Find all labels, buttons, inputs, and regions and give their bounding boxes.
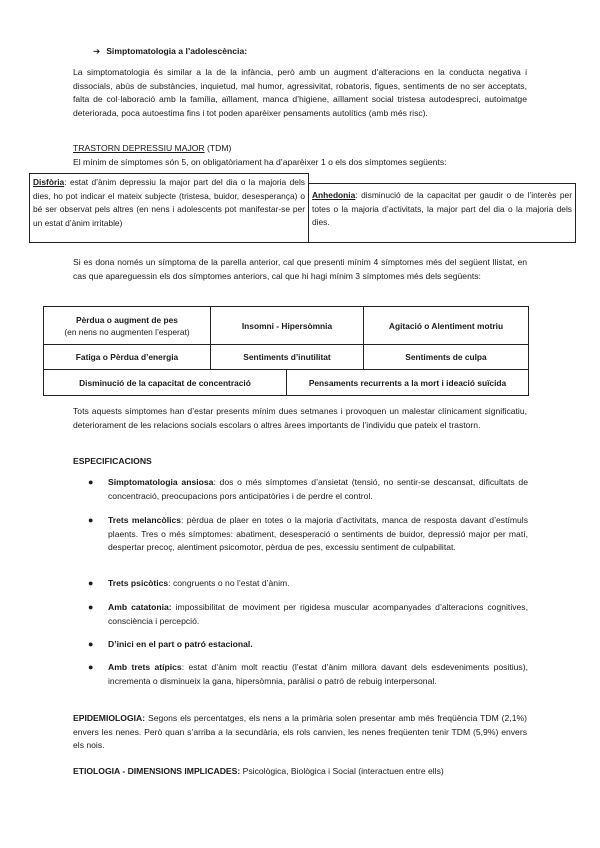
specifier-item-onset: ● D’inici en el part o patró estacional. — [88, 638, 528, 652]
specifier-item-catatonia: ● Amb catatonia: impossibilitat de moviment per rigidesa muscular acompanyades d’alteracions cognitives, consciència i percepció. — [88, 602, 528, 626]
tdm-minimum: El mínim de símptomes són 5, on obligatòriament ha d’aparèixer 1 o els dos símptomes següents: — [73, 157, 447, 167]
bullet-icon: ● — [88, 639, 94, 649]
secondary-intro: Si es dona només un símptoma de la parella anterior, cal que presenti mínim 4 símptomes més del següent llistat, en cas que apareguessin els dos símptomes anteriors, cal que hi hagi mínim 3 símptomes més dels següents: — [73, 257, 527, 281]
specifier-item-atypical: ● Amb trets atípics: estat d’ànim molt reactiu (l’estat d’ànim millora davant dels esdeveniments positius), incrementa o disminueix la gana, hipersòmnia, paràlisi o patró de rebuig interpersonal. — [88, 662, 528, 686]
etiology-paragraph: ETIOLOGIA - DIMENSIONS IMPLICADES: Psicològica, Biològica i Social (interactuen entre ells) — [73, 766, 444, 776]
grid-worthless: Sentiments d’inutilitat — [210, 344, 364, 370]
grid-death-thoughts: Pensaments recurrents a la mort i ideació suïcida — [286, 369, 529, 396]
specifier-item-anxious: ● Simptomatologia ansiosa: dos o més símptomes d’ansietat (tensió, no sentir-se descansat, dificultats de concentració, preocupacions pors anticipatòries i de perdre el control. — [88, 477, 528, 501]
bullet-icon: ● — [88, 578, 94, 588]
duration-paragraph: Tots aquests símptomes han d’estar presents mínim dues setmanes i provoquen un malestar clínicament significatiu, deteriorament de les relacions socials escolars o altres àrees importants de l’individu que pateix el trastorn. — [73, 406, 527, 430]
epidemiology-paragraph: EPIDEMIOLOGIA: Segons els percentatges, els nens a la primària solen presentar amb més freqüència TDM (2,1%) envers les nenes. Però quan s’arriba a la secundària, els rols canvien, les nenes freqüenten tenir TDM (5,9%) envers els nois. — [73, 713, 527, 750]
bullet-icon: ● — [88, 477, 94, 487]
bullet-icon: ● — [88, 602, 94, 612]
specifier-item-psychotic: ● Trets psicòtics: congruents o no l’estat d’ànim. — [88, 577, 528, 591]
adolescence-title: ➔ Simptomatologia a l’adolescència: — [93, 46, 248, 56]
grid-weight: Pèrdua o augment de pes (en nens no augmenten l’esperat) — [43, 306, 211, 345]
bullet-icon: ● — [88, 662, 94, 672]
bullet-icon: ● — [88, 515, 94, 525]
dysphoria-box: Disfòria: estat d’ànim depressiu la major part del dia o la majoria dels dies, ho pot indicar el mateix subjecte (tristesa, buidor, desesperança) o bé ser observat pels altres (en nens i adolescents pot manifestar-se per un estat d’ànim irritable) — [29, 173, 309, 243]
arrow-right-icon: ➔ — [93, 46, 101, 56]
specifier-item-melancholic: ● Trets melancòlics: pèrdua de plaer en totes o la majoria d’activitats, manca de resposta davant d’estímuls plaents. Tres o més símptomes: abatiment, desesperació o sentiments de buidor, depressió major per matí, despertar precoç, alentiment psicomotor, pèrdua de pes, excessiu sentiment de culpabilitat. — [88, 515, 528, 552]
adolescence-paragraph: La simptomatologia és similar a la de la infància, però amb un augment d’alteracions en la conducta negativa i dissocials, abús de substàncies, inquietud, mal humor, agressivitat, robatoris, figues, sentiments de no ser acceptats, falta de col·laboració amb la família, aïllament, manca d’higiene, aïllament social tristesa autodespreci, autoimatge deteriorada, poca autoestima fins i tot poden aparèixer pensaments autolítics (amb més risc). — [73, 67, 527, 118]
anhedonia-box: Anhedonia: disminució de la capacitat per gaudir o de l’interès per totes o la majoria d’activitats, la major part del dia o la majoria dels dies. — [308, 183, 576, 243]
grid-concentration: Disminució de la capacitat de concentració — [43, 369, 287, 396]
grid-guilt: Sentiments de culpa — [363, 344, 529, 370]
tdm-heading: TRASTORN DEPRESSIU MAJOR (TDM) — [73, 143, 232, 153]
grid-agitation: Agitació o Alentiment motriu — [363, 306, 529, 345]
grid-insomnia: Insomni - Hipersòmnia — [210, 306, 364, 345]
specifiers-heading: ESPECIFICACIONS — [73, 456, 152, 466]
grid-fatigue: Fatiga o Pèrdua d’energia — [43, 344, 211, 370]
